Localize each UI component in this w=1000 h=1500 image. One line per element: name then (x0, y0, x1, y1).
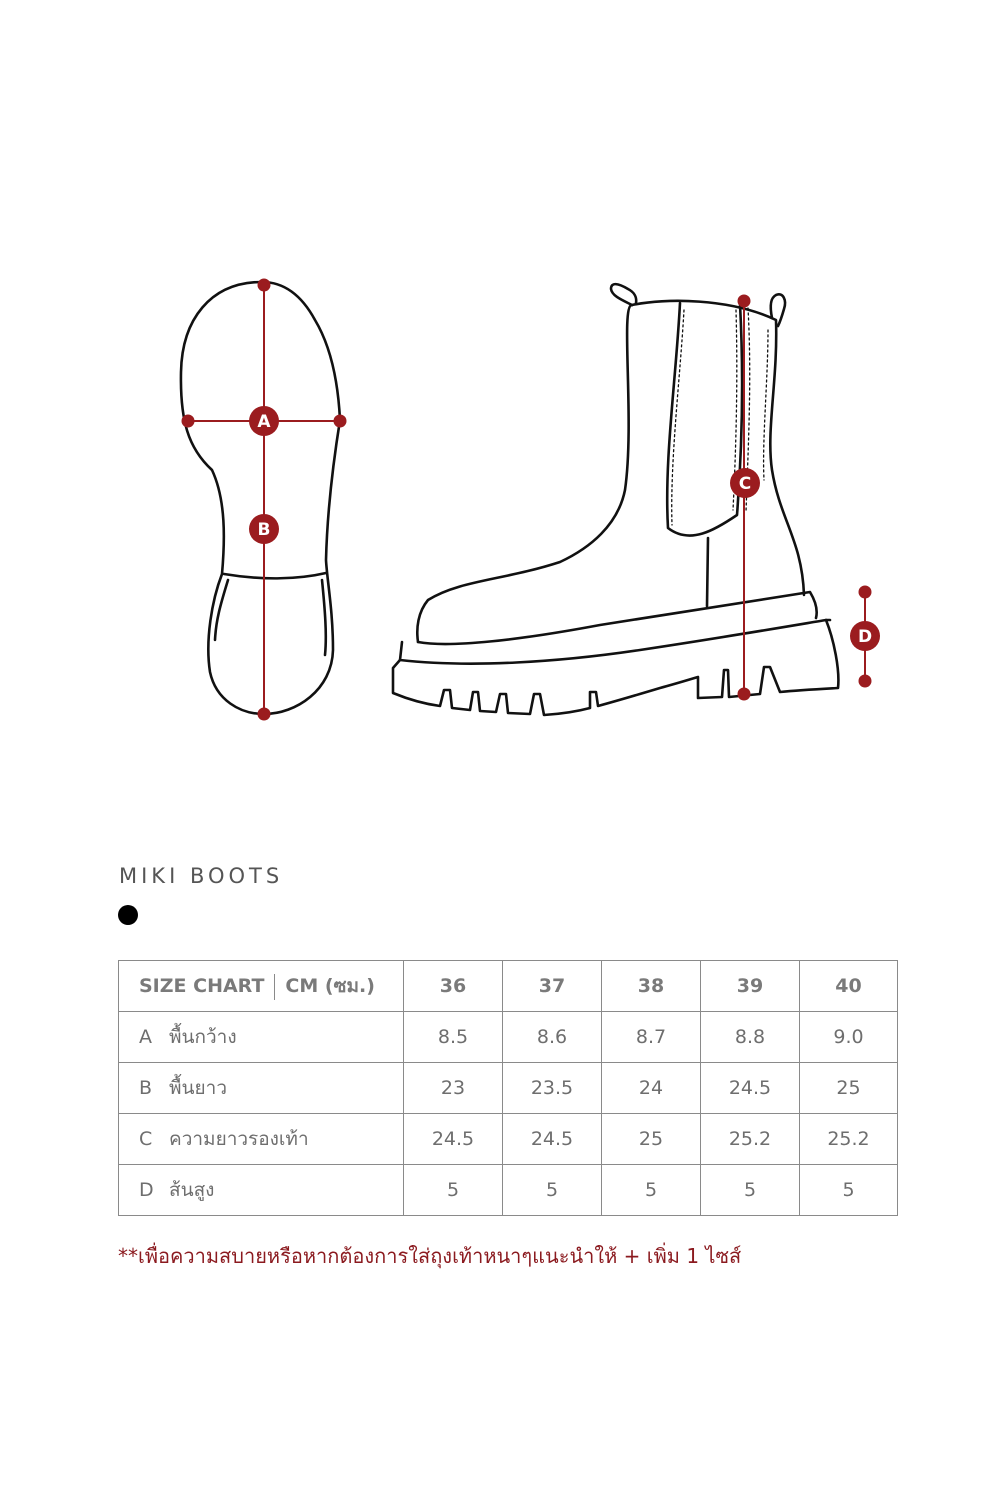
table-cell: 25 (800, 1063, 898, 1114)
table-cell: 8.5 (404, 1012, 503, 1063)
row-label: ความยาวรองเท้า (169, 1128, 309, 1150)
row-label: พื้นยาว (169, 1077, 227, 1099)
table-cell: 24.5 (701, 1063, 800, 1114)
table-cell: 24.5 (503, 1114, 602, 1165)
row-label-cell (119, 1012, 404, 1063)
row-label-cell (119, 1114, 404, 1165)
marker-B (249, 514, 279, 544)
sole-illustration (181, 282, 340, 714)
svg-text:A: A (257, 412, 271, 432)
table-cell: 25.2 (800, 1114, 898, 1165)
header-title: SIZE CHART (139, 975, 265, 997)
boot-illustration (393, 284, 838, 715)
header-cell (119, 961, 404, 1012)
size-header: 37 (503, 961, 602, 1012)
table-cell: 8.8 (701, 1012, 800, 1063)
row-label-cell (119, 1063, 404, 1114)
table-row (119, 1063, 898, 1114)
size-chart-table (118, 960, 898, 1216)
table-cell: 24 (602, 1063, 701, 1114)
table-cell: 5 (800, 1165, 898, 1216)
svg-text:D: D (857, 627, 873, 647)
size-header: 40 (800, 961, 898, 1012)
size-header: 39 (701, 961, 800, 1012)
table-row (119, 1012, 898, 1063)
marker-A (249, 406, 279, 436)
row-label: ส้นสูง (169, 1179, 215, 1201)
row-letter: B (139, 1077, 153, 1099)
row-letter: D (139, 1179, 154, 1201)
table-cell: 25.2 (701, 1114, 800, 1165)
table-cell: 9.0 (800, 1012, 898, 1063)
row-letter: C (139, 1128, 153, 1150)
table-cell: 8.7 (602, 1012, 701, 1063)
row-label-cell (119, 1165, 404, 1216)
table-cell: 5 (701, 1165, 800, 1216)
product-name: MIKI BOOTS (119, 864, 284, 888)
row-letter: A (139, 1026, 152, 1048)
sizing-note: **เพื่อความสบายหรือหากต้องการใส่ถุงเท้าหนาๆแนะนำให้ + เพิ่ม 1 ไซส์ (118, 1244, 742, 1268)
table-header-row (119, 961, 898, 1012)
marker-C (730, 468, 760, 498)
table-cell: 5 (404, 1165, 503, 1216)
table-cell: 5 (503, 1165, 602, 1216)
table-cell: 25 (602, 1114, 701, 1165)
table-cell: 24.5 (404, 1114, 503, 1165)
size-header: 38 (602, 961, 701, 1012)
table-cell: 23 (404, 1063, 503, 1114)
table-cell: 8.6 (503, 1012, 602, 1063)
header-unit: CM (ซม.) (285, 975, 375, 997)
table-cell: 5 (602, 1165, 701, 1216)
svg-text:C: C (738, 474, 752, 494)
table-row (119, 1114, 898, 1165)
table-row (119, 1165, 898, 1216)
size-header: 36 (404, 961, 503, 1012)
color-swatch (118, 905, 138, 925)
table-cell: 23.5 (503, 1063, 602, 1114)
marker-D (850, 621, 880, 651)
svg-text:B: B (257, 520, 271, 540)
row-label: พื้นกว้าง (169, 1026, 237, 1048)
header-divider (274, 974, 275, 1000)
